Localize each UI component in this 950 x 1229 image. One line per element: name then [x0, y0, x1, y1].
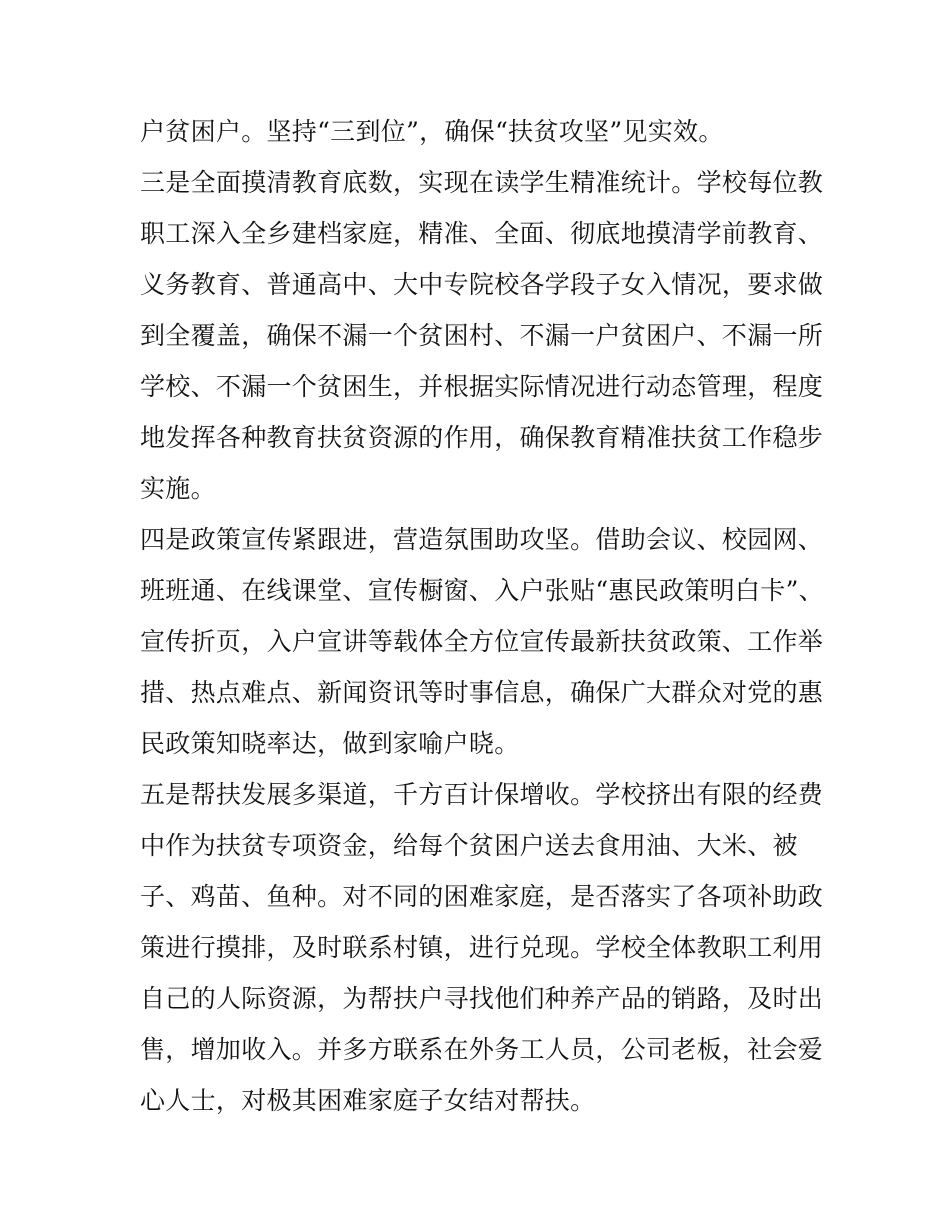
document-body [140, 106, 824, 1126]
text-line: 三是全面摸清教育底数，实现在读学生精准统计。学校每位教 [140, 168, 824, 197]
text-line: 子、鸡苗、鱼种。对不同的困难家庭，是否落实了各项补助政 [140, 882, 824, 911]
text-line: 实施。 [140, 474, 216, 503]
text-line: 民政策知晓率达，做到家喻户晓。 [140, 729, 520, 758]
text-line: 自己的人际资源，为帮扶户寻找他们种养产品的销路，及时出 [140, 984, 824, 1013]
text-line: 售，增加收入。并多方联系在外务工人员，公司老板，社会爱 [140, 1035, 824, 1064]
text-line: 四是政策宣传紧跟进，营造氛围助攻坚。借助会议、校园网、 [140, 525, 824, 554]
text-line: 户贫困户。坚持“三到位”，确保“扶贫攻坚”见实效。 [140, 117, 724, 146]
text-line: 心人士，对极其困难家庭子女结对帮扶。 [140, 1086, 596, 1115]
text-line: 措、热点难点、新闻资讯等时事信息，确保广大群众对党的惠 [140, 678, 824, 707]
text-line: 地发挥各种教育扶贫资源的作用，确保教育精准扶贫工作稳步 [140, 423, 824, 452]
text-line: 五是帮扶发展多渠道，千方百计保增收。学校挤出有限的经费 [140, 780, 824, 809]
text-line: 学校、不漏一个贫困生，并根据实际情况进行动态管理，程度 [140, 372, 824, 401]
text-line: 中作为扶贫专项资金，给每个贫困户送去食用油、大米、被 [140, 831, 798, 860]
text-line: 班班通、在线课堂、宣传橱窗、入户张贴“惠民政策明白卡”、 [140, 576, 824, 605]
text-line: 到全覆盖，确保不漏一个贫困村、不漏一户贫困户、不漏一所 [140, 321, 824, 350]
text-line: 宣传折页，入户宣讲等载体全方位宣传最新扶贫政策、工作举 [140, 627, 824, 656]
text-line: 职工深入全乡建档家庭，精准、全面、彻底地摸清学前教育、 [140, 219, 824, 248]
text-line: 义务教育、普通高中、大中专院校各学段子女入情况，要求做 [140, 270, 824, 299]
text-line: 策进行摸排，及时联系村镇，进行兑现。学校全体教职工利用 [140, 933, 824, 962]
